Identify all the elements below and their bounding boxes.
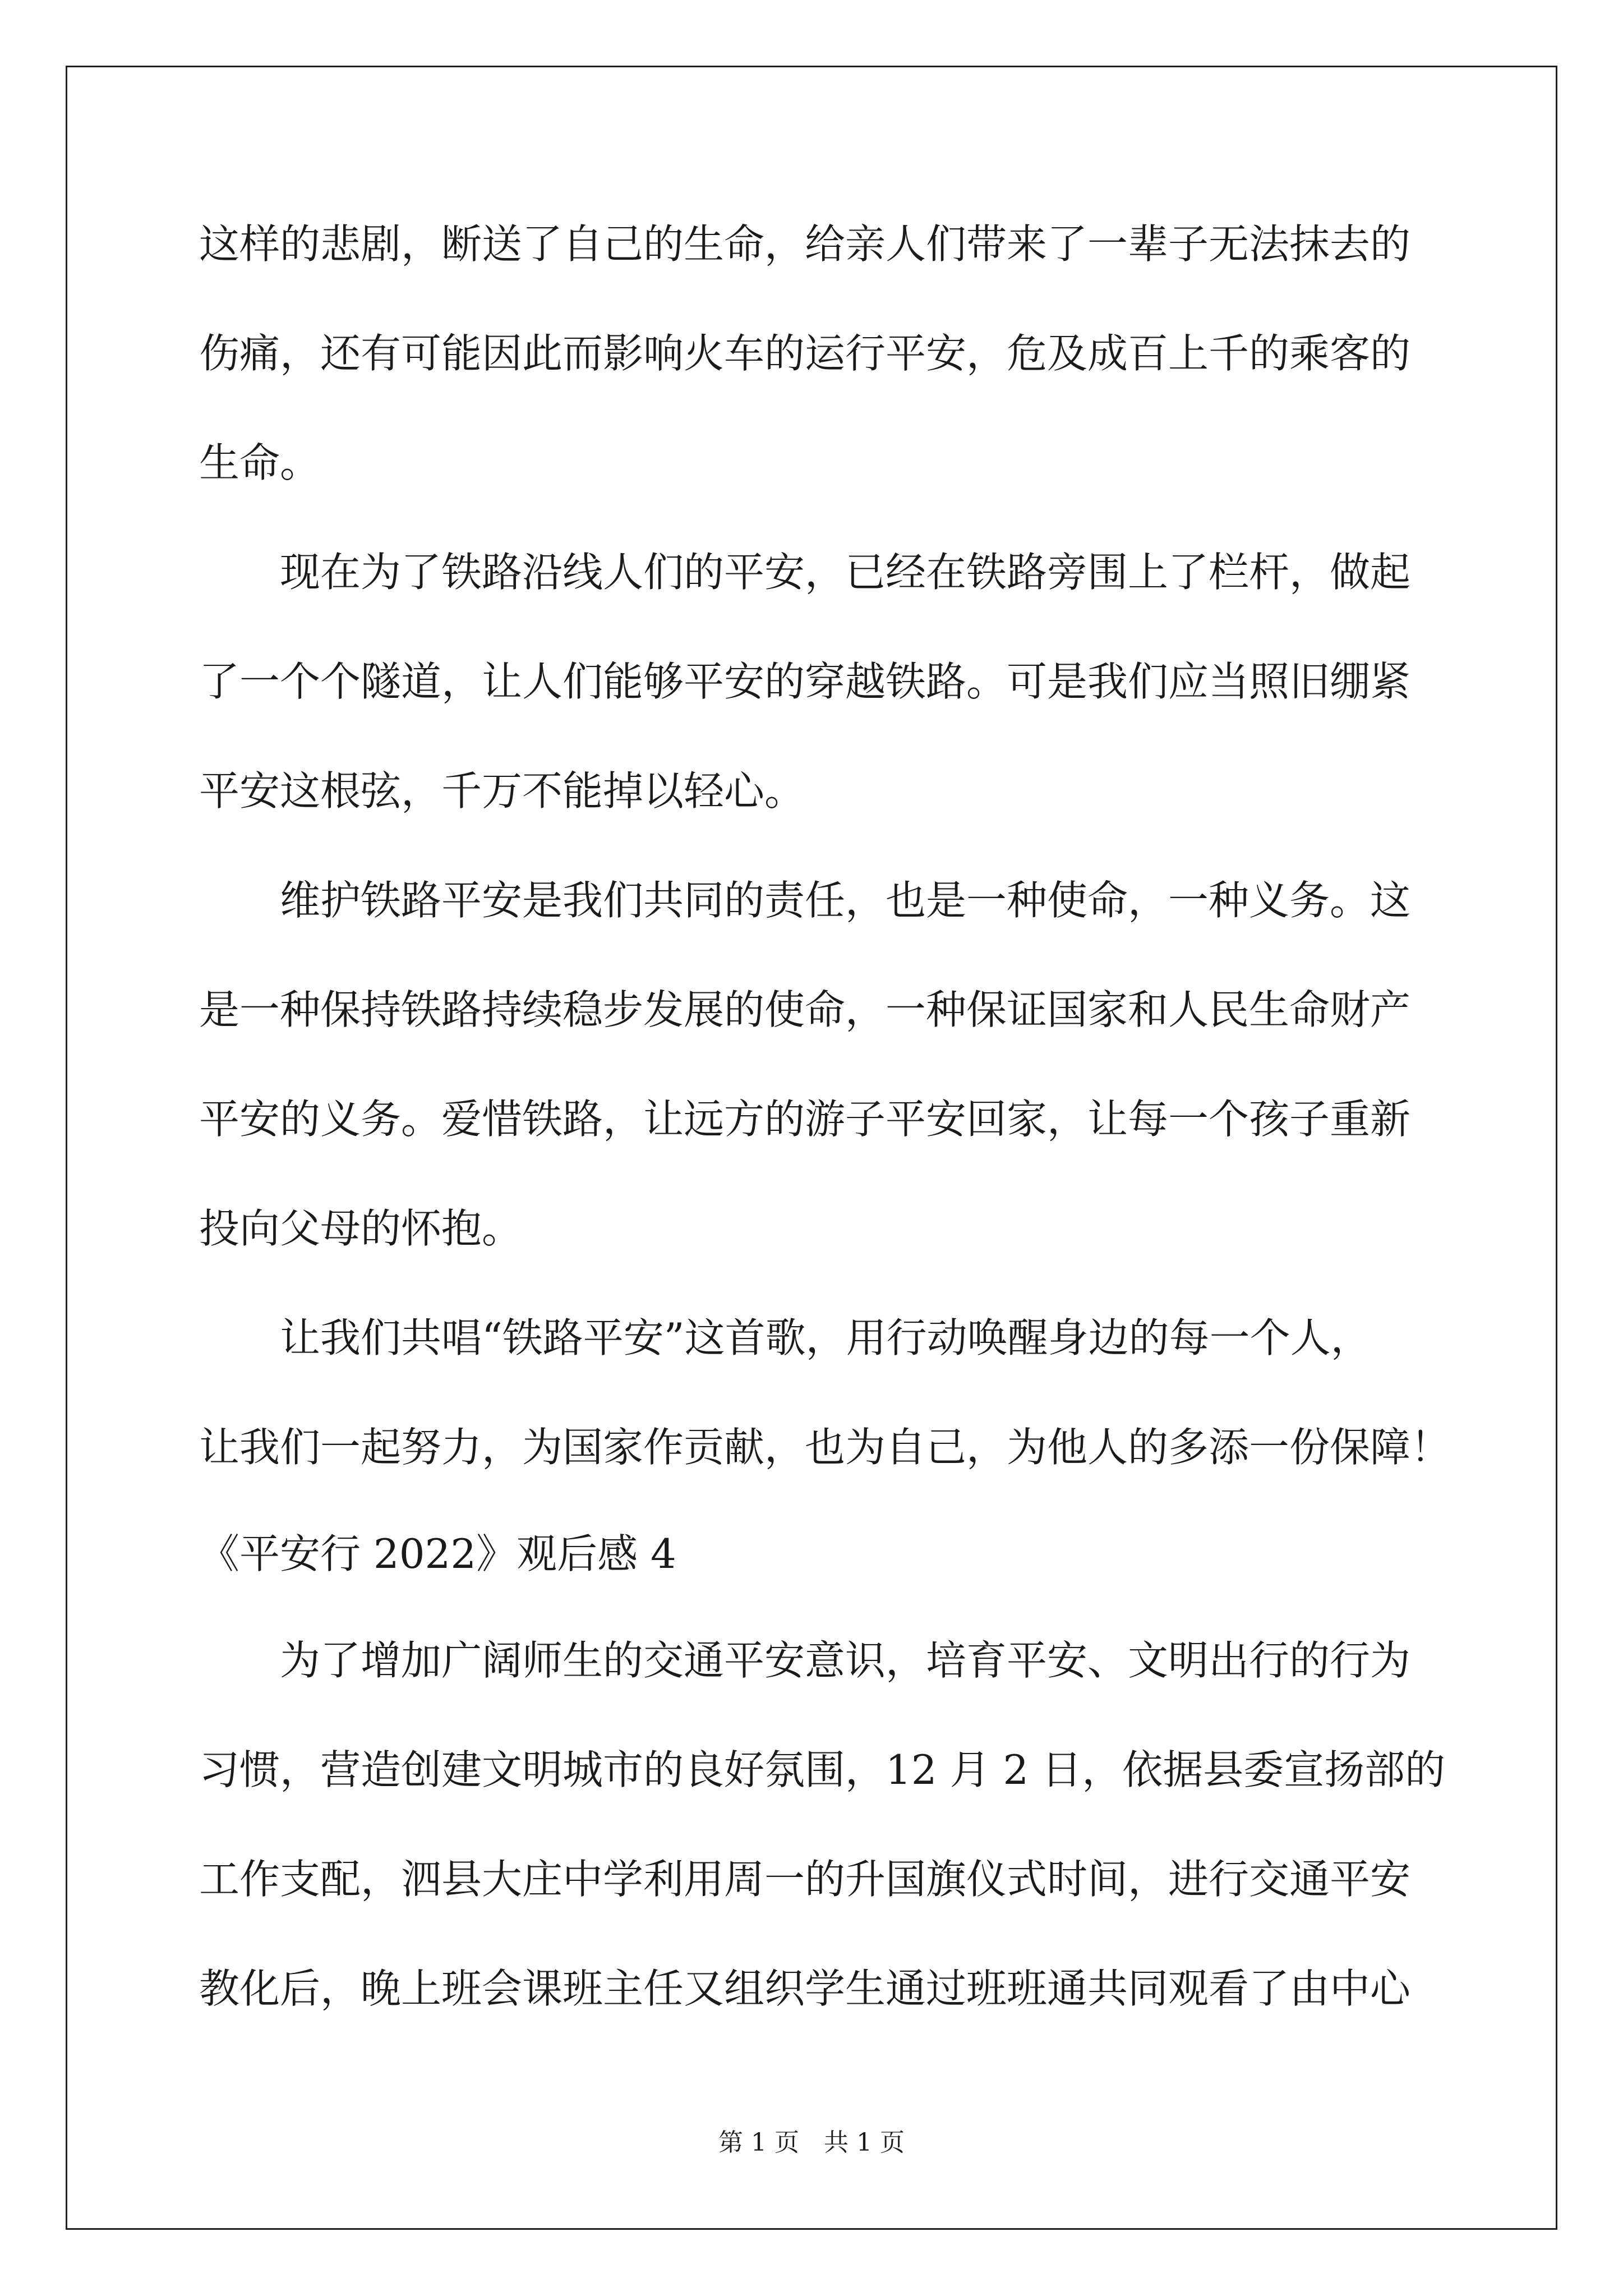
text-line: 投向父母的怀抱。 [199, 1205, 523, 1252]
text-line: 伤痛，还有可能因此而影响火车的运行平安，危及成百上千的乘客的 [199, 330, 1411, 377]
section-heading: 《平安行 2022》观后感 4 [199, 1530, 676, 1577]
text-line: 教化后，晚上班会课班主任又组织学生通过班班通共同观看了由中心 [199, 1965, 1411, 2012]
text-line: 生命。 [199, 439, 321, 486]
text-line: 习惯，营造创建文明城市的良好氛围，12 月 2 日，依据县委宣扬部的 [199, 1746, 1446, 1793]
text-line: 是一种保持铁路持续稳步发展的使命，一种保证国家和人民生命财产 [199, 986, 1411, 1033]
text-line: 这样的悲剧，断送了自己的生命，给亲人们带来了一辈子无法抹去的 [199, 220, 1411, 268]
text-line: 了一个个隧道，让人们能够平安的穿越铁路。可是我们应当照旧绷紧 [199, 658, 1411, 705]
text-line: 现在为了铁路沿线人们的平安，已经在铁路旁围上了栏杆，做起 [199, 549, 1411, 596]
text-line: 工作支配，泗县大庄中学利用周一的升国旗仪式时间，进行交通平安 [199, 1856, 1411, 1903]
text-line: 维护铁路平安是我们共同的责任，也是一种使命，一种义务。这 [199, 877, 1411, 924]
text-line: 让我们一起努力，为国家作贡献，也为自己，为他人的多添一份保障！ [199, 1424, 1451, 1471]
page-footer: 第 1 页 共 1 页 [718, 2128, 905, 2157]
text-line: 平安的义务。爱惜铁路，让远方的游子平安回家，让每一个孩子重新 [199, 1096, 1411, 1143]
text-line: 让我们共唱“铁路平安”这首歌，用行动唤醒身边的每一个人， [199, 1314, 1371, 1361]
text-line: 平安这根弦，千万不能掉以轻心。 [199, 767, 805, 815]
text-line: 为了增加广阔师生的交通平安意识，培育平安、文明出行的行为 [199, 1637, 1411, 1684]
